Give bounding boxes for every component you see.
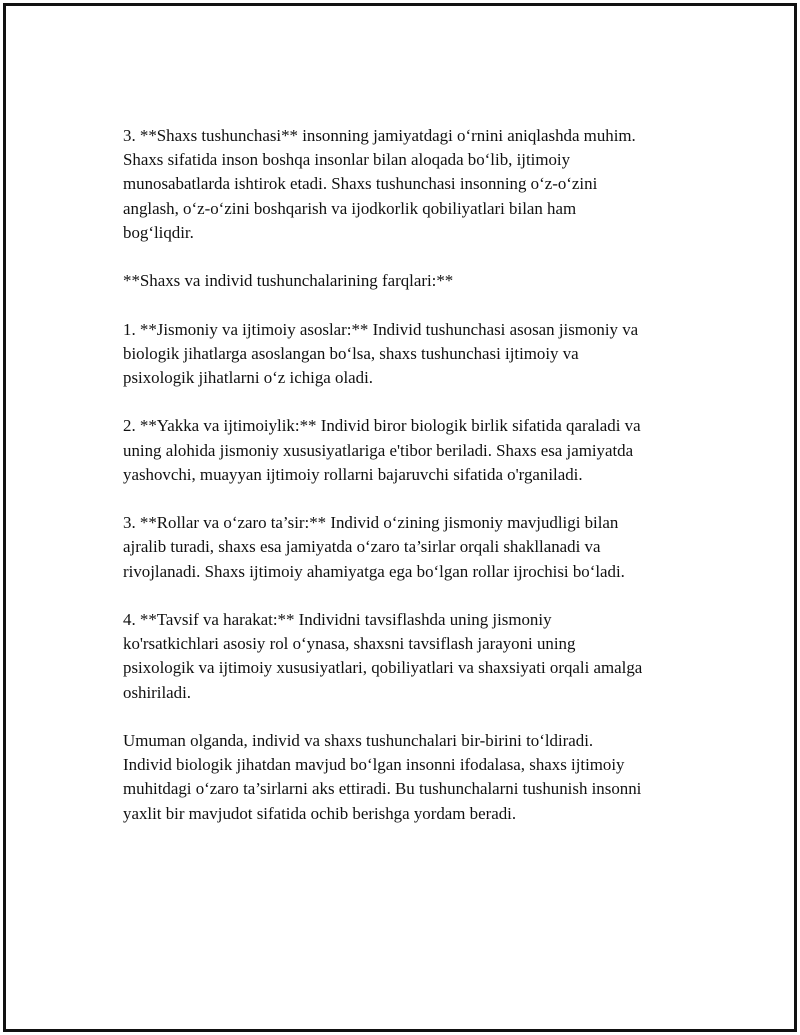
text-line: anglash, o‘z-o‘zini boshqarish va ijodkorlik qobiliyatlari bilan ham: [123, 198, 577, 218]
text-line: yaxlit bir mavjudot sifatida ochib berishga yordam beradi.: [123, 803, 517, 823]
text-line: oshiriladi.: [123, 682, 192, 702]
paragraph: [123, 414, 723, 487]
text-line: ajralib turadi, shaxs esa jamiyatda o‘zaro ta’sirlar orqali shakllanadi va: [123, 537, 601, 557]
paragraph: [123, 511, 723, 584]
text-line: 2. **Yakka va ijtimoiylik:** Individ biror biologik birlik sifatida qaraladi va: [123, 416, 641, 436]
text-line: rivojlanadi. Shaxs ijtimoiy ahamiyatga ega bo‘lgan rollar ijrochisi bo‘ladi.: [123, 561, 625, 581]
text-line: **Shaxs va individ tushunchalarining farqlari:**: [123, 271, 454, 291]
text-line: psixologik jihatlarni o‘z ichiga oladi.: [123, 368, 374, 387]
text-line: ko'rsatkichlari asosiy rol o‘ynasa, shaxsni tavsiflash jarayoni uning: [123, 634, 576, 654]
text-line: uning alohida jismoniy xususiyatlariga e'tibor beriladi. Shaxs esa jamiyatda: [123, 440, 634, 460]
text-line: yashovchi, muayyan ijtimoiy rollarni bajaruvchi sifatida o'rganiladi.: [123, 464, 583, 484]
text-line: bog‘liqdir.: [123, 222, 194, 242]
text-line: 3. **Shaxs tushunchasi** insonning jamiyatdagi o‘rnini aniqlashda muhim.: [123, 126, 636, 145]
text-line: biologik jihatlarga asoslangan bo‘lsa, shaxs tushunchasi ijtimoiy va: [123, 343, 579, 363]
text-line: Umuman olganda, individ va shaxs tushunchalari bir-birini to‘ldiradi.: [123, 730, 594, 750]
text-line: 3. **Rollar va o‘zaro ta’sir:** Individ o‘zining jismoniy mavjudligi bilan: [123, 513, 619, 533]
text-line: 1. **Jismoniy va ijtimoiy asoslar:** Individ tushunchasi asosan jismoniy va: [123, 319, 639, 339]
paragraph: [123, 729, 723, 826]
text-line: psixologik va ijtimoiy xususiyatlari, qobiliyatlari va shaxsiyati orqali amalga: [123, 658, 643, 678]
text-line: 4. **Tavsif va harakat:** Individni tavsiflashda uning jismoniy: [123, 609, 552, 629]
paragraph: [123, 318, 723, 391]
text-line: Individ biologik jihatdan mavjud bo‘lgan insonni ifodalasa, shaxs ijtimoiy: [123, 755, 625, 775]
paragraph: [123, 608, 723, 705]
text-line: muhitdagi o‘zaro ta’sirlarni aks ettiradi. Bu tushunchalarni tushunish insonni: [123, 779, 642, 799]
text-line: Shaxs sifatida inson boshqa insonlar bilan aloqada bo‘lib, ijtimoiy: [123, 150, 571, 170]
document-body: [123, 124, 723, 850]
page-frame: [3, 3, 797, 1032]
paragraph: [123, 269, 723, 293]
paragraph: [123, 124, 723, 245]
text-line: munosabatlarda ishtirok etadi. Shaxs tushunchasi insonning o‘z-o‘zini: [123, 174, 598, 194]
